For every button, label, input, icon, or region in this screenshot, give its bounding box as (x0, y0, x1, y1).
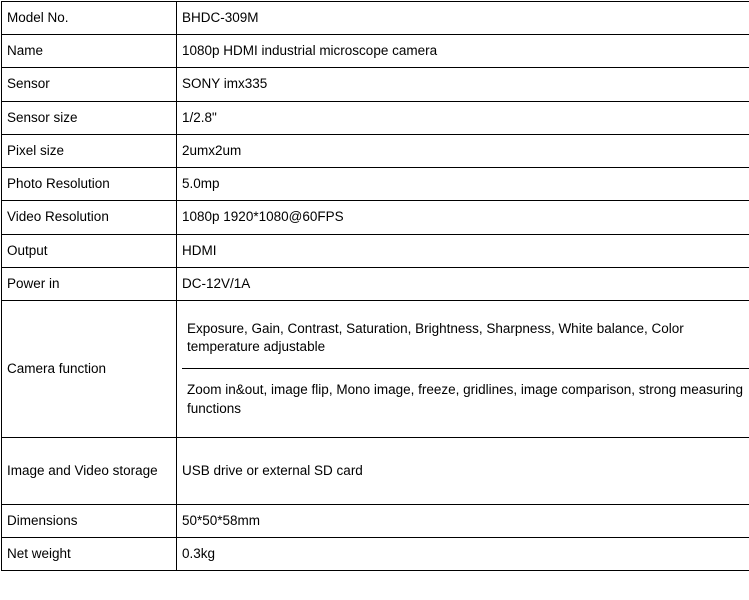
camera-function-item: Zoom in&out, image flip, Mono image, freeze, gridlines, image comparison, strong measuring functions (182, 369, 749, 429)
table-row (2, 234, 749, 267)
camera-function-item: Exposure, Gain, Contrast, Saturation, Brightness, Sharpness, White balance, Color temperature adjustable (182, 308, 749, 369)
table-body (2, 2, 749, 571)
table-row (2, 538, 749, 571)
row-label: Output (2, 234, 177, 267)
row-label: Name (2, 35, 177, 68)
table-row (2, 2, 749, 35)
table-row (2, 201, 749, 234)
row-label: Power in (2, 267, 177, 300)
row-label: Image and Video storage (2, 437, 177, 504)
row-value: 1/2.8" (177, 101, 749, 134)
row-label: Camera function (2, 300, 177, 437)
row-value: SONY imx335 (177, 68, 749, 101)
row-label: Net weight (2, 538, 177, 571)
row-value: 1080p HDMI industrial microscope camera (177, 35, 749, 68)
table-row (2, 168, 749, 201)
row-value: 5.0mp (177, 168, 749, 201)
row-value: 0.3kg (177, 538, 749, 571)
row-value: 2umx2um (177, 134, 749, 167)
table-row (2, 68, 749, 101)
table-row-camera-function (2, 300, 749, 437)
row-value: 1080p 1920*1080@60FPS (177, 201, 749, 234)
row-value: 50*50*58mm (177, 504, 749, 537)
row-label: Sensor size (2, 101, 177, 134)
row-label: Video Resolution (2, 201, 177, 234)
table-row (2, 134, 749, 167)
row-label: Model No. (2, 2, 177, 35)
row-label: Dimensions (2, 504, 177, 537)
table-row (2, 504, 749, 537)
row-value: BHDC-309M (177, 2, 749, 35)
specification-table (1, 1, 749, 571)
table-row (2, 267, 749, 300)
row-value: HDMI (177, 234, 749, 267)
row-label: Pixel size (2, 134, 177, 167)
table-row (2, 437, 749, 504)
row-value: USB drive or external SD card (177, 437, 749, 504)
table-row (2, 35, 749, 68)
row-value: DC-12V/1A (177, 267, 749, 300)
row-label: Sensor (2, 68, 177, 101)
row-value-group (177, 300, 749, 437)
table-row (2, 101, 749, 134)
row-label: Photo Resolution (2, 168, 177, 201)
